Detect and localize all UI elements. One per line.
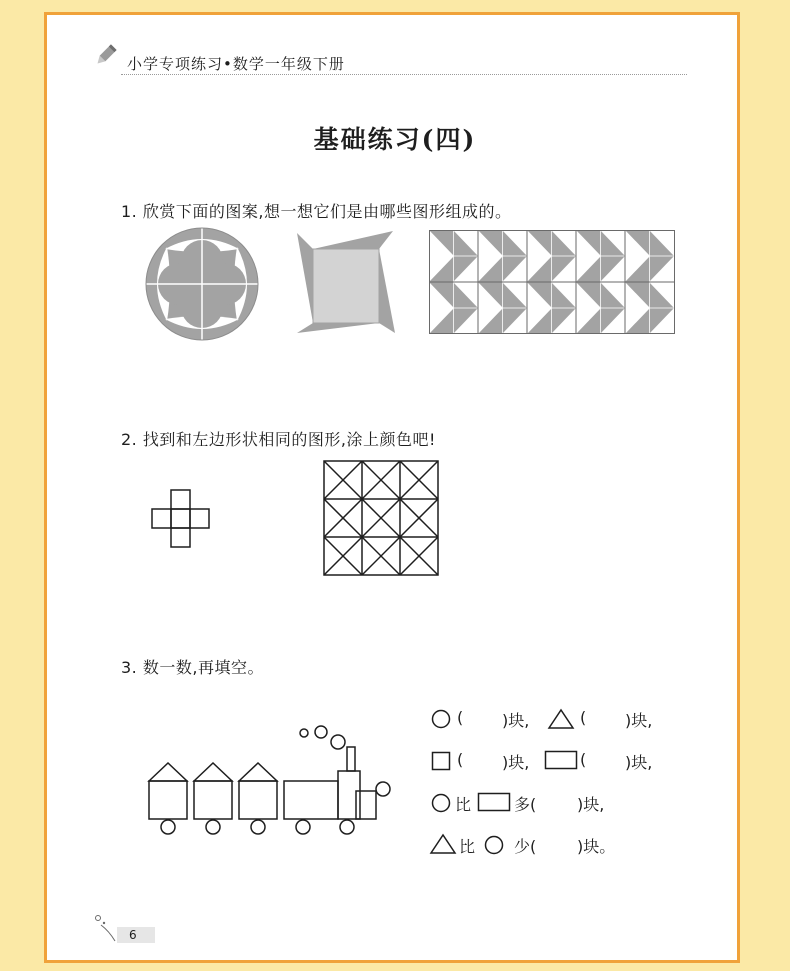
triangle-icon: [429, 833, 457, 855]
pencil-icon: [93, 42, 119, 68]
zigzag-tile-pattern: [429, 230, 675, 334]
fill-bi-1: 比: [455, 795, 472, 814]
cross-net-shape: [151, 489, 211, 549]
rectangle-icon: [477, 792, 511, 812]
fill-open-2: (: [580, 708, 587, 727]
triangle-icon: [547, 708, 575, 730]
rectangle-icon: [544, 750, 578, 770]
circle-icon: [484, 835, 504, 855]
fill-close-4: )块,: [625, 753, 653, 772]
question-1: 1. 欣赏下面的图案,想一想它们是由哪些图形组成的。: [121, 202, 512, 221]
series-title: 小学专项练习•数学一年级下册: [127, 55, 345, 73]
fill-close-1: )块,: [502, 711, 530, 730]
page-title: 基础练习(四): [313, 125, 477, 154]
train-drawing: [143, 721, 393, 847]
fill-close-5: )块,: [577, 795, 605, 814]
fill-close-3: )块,: [502, 753, 530, 772]
circle-flower-pattern: [143, 225, 261, 343]
fill-duo: 多(: [514, 795, 537, 814]
page-number: 6: [117, 927, 155, 943]
fill-shao: 少(: [514, 837, 537, 856]
fill-open-3: (: [457, 750, 464, 769]
triangle-grid[interactable]: [323, 460, 441, 578]
fill-open-4: (: [580, 750, 587, 769]
worksheet-page: [44, 12, 740, 963]
circle-icon: [431, 793, 451, 813]
fill-open-1: (: [457, 708, 464, 727]
pinwheel-square-pattern: [293, 229, 397, 337]
question-2: 2. 找到和左边形状相同的图形,涂上颜色吧!: [121, 430, 436, 449]
decorative-swirl-icon: [93, 913, 119, 943]
header-divider: [121, 74, 687, 75]
fill-bi-2: 比: [459, 837, 476, 856]
fill-close-2: )块,: [625, 711, 653, 730]
question-3: 3. 数一数,再填空。: [121, 658, 264, 677]
fill-close-6: )块。: [577, 837, 616, 856]
square-icon: [431, 751, 451, 771]
circle-icon: [431, 709, 451, 729]
